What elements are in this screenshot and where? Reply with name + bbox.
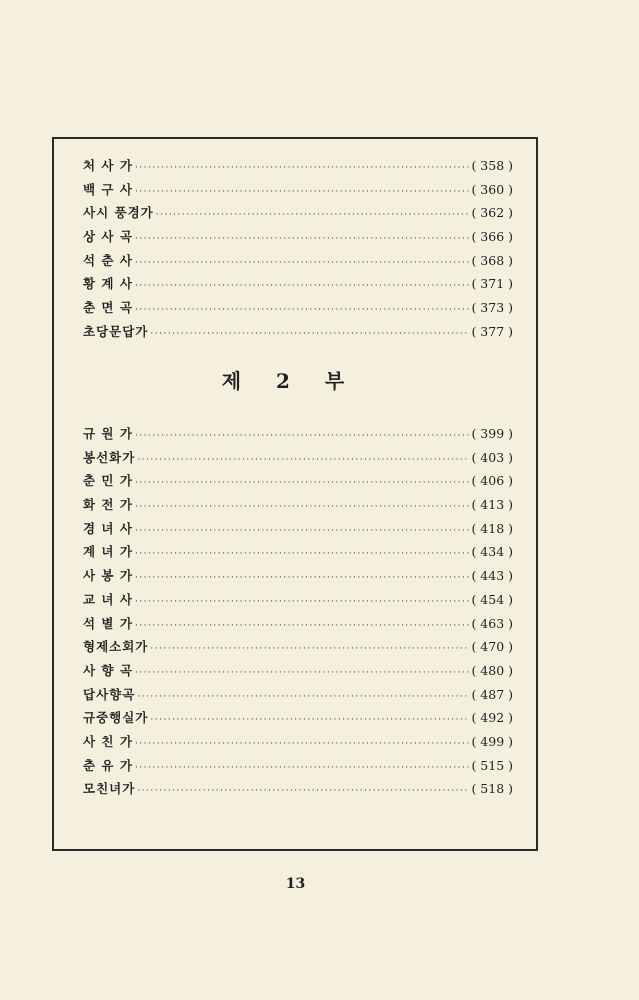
- toc-entry: [83, 225, 513, 249]
- entry-page-number: ( 362 ): [471, 205, 513, 221]
- toc-entry: [83, 249, 513, 273]
- entry-page-number: ( 358 ): [471, 158, 513, 173]
- entry-page-number: ( 360 ): [471, 181, 513, 197]
- toc-entry: [83, 635, 513, 659]
- dot-leader: [135, 543, 470, 567]
- entry-title: 초당문답가: [83, 323, 149, 339]
- part-heading: 제 2 부: [221, 369, 359, 393]
- toc-entry: [83, 272, 513, 296]
- entry-page-number: ( 413 ): [471, 497, 513, 513]
- entry-title: 춘 유 가: [83, 757, 133, 773]
- entry-title: 규 원 가: [83, 426, 133, 441]
- entry-page-number: ( 371 ): [471, 276, 513, 292]
- dot-leader: [135, 520, 470, 544]
- entry-page-number: ( 463 ): [471, 615, 513, 631]
- dot-leader: [137, 780, 469, 804]
- dot-leader: [135, 228, 470, 252]
- entry-title: 처 사 가: [83, 158, 133, 173]
- dot-leader: [135, 472, 470, 496]
- toc-entry: [83, 683, 513, 707]
- entry-page-number: ( 443 ): [471, 568, 513, 584]
- entry-title: 교 녀 사: [83, 591, 133, 607]
- dot-leader: [137, 449, 469, 473]
- entry-title: 춘 면 곡: [83, 300, 133, 316]
- toc-entry: [83, 422, 513, 446]
- entry-title: 사시 풍경가: [83, 205, 154, 221]
- entry-page-number: ( 480 ): [471, 662, 513, 678]
- toc-entry: [83, 540, 513, 564]
- entry-title: 석 춘 사: [83, 252, 133, 268]
- dot-leader: [135, 496, 470, 520]
- dot-leader: [135, 299, 470, 323]
- dot-leader: [135, 252, 470, 276]
- toc-entry: [83, 320, 513, 344]
- entry-page-number: ( 368 ): [471, 252, 513, 268]
- toc-entry: [83, 777, 513, 801]
- toc-entry: [83, 754, 513, 778]
- entry-title: 춘 민 가: [83, 473, 133, 489]
- toc-entry: [83, 612, 513, 636]
- toc-entry: [83, 446, 513, 470]
- toc-entry: [83, 517, 513, 541]
- dot-leader: [135, 157, 470, 181]
- dot-leader: [135, 733, 470, 757]
- entry-page-number: ( 377 ): [471, 323, 513, 339]
- entry-page-number: ( 434 ): [471, 544, 513, 560]
- dot-leader: [135, 757, 470, 781]
- entry-page-number: ( 366 ): [471, 229, 513, 245]
- entry-title: 모친녀가: [83, 781, 136, 797]
- dot-leader: [150, 638, 469, 662]
- page-number: 13: [285, 876, 306, 892]
- toc-entry: [83, 730, 513, 754]
- toc-entry: [83, 201, 513, 225]
- dot-leader: [135, 615, 470, 639]
- entry-title: 형제소회가: [83, 639, 149, 655]
- toc-entry: [83, 469, 513, 493]
- entry-page-number: ( 515 ): [471, 757, 513, 773]
- entry-title: 봉선화가: [83, 449, 136, 465]
- entry-title: 황 계 사: [83, 276, 133, 292]
- entry-title: 백 구 사: [83, 181, 133, 197]
- entry-page-number: ( 487 ): [471, 686, 513, 702]
- entry-title: 사 봉 가: [83, 568, 133, 584]
- entry-page-number: ( 418 ): [471, 520, 513, 536]
- entry-title: 규중행실가: [83, 710, 149, 726]
- dot-leader: [135, 591, 470, 615]
- dot-leader: [135, 181, 470, 205]
- toc-entry: [83, 154, 513, 178]
- entry-page-number: ( 499 ): [471, 733, 513, 749]
- toc-entry: [83, 493, 513, 517]
- entry-title: 답사향곡: [83, 686, 136, 702]
- entry-title: 석 별 가: [83, 615, 133, 631]
- entry-title: 상 사 곡: [83, 229, 133, 245]
- entry-page-number: ( 470 ): [471, 639, 513, 655]
- dot-leader: [135, 567, 470, 591]
- toc-entry: [83, 178, 513, 202]
- toc-part1-list: [83, 154, 513, 344]
- dot-leader: [135, 425, 470, 449]
- dot-leader: [137, 686, 469, 710]
- dot-leader: [135, 662, 470, 686]
- toc-entry: [83, 588, 513, 612]
- dot-leader: [135, 275, 470, 299]
- entry-page-number: ( 492 ): [471, 710, 513, 726]
- toc-entry: [83, 564, 513, 588]
- entry-page-number: ( 399 ): [471, 426, 513, 441]
- entry-title: 화 전 가: [83, 497, 133, 513]
- entry-title: 경 녀 사: [83, 520, 133, 536]
- toc-part2-list: [83, 422, 513, 801]
- entry-page-number: ( 403 ): [471, 449, 513, 465]
- entry-page-number: ( 454 ): [471, 591, 513, 607]
- dot-leader: [150, 323, 469, 347]
- entry-page-number: ( 518 ): [471, 781, 513, 797]
- dot-leader: [150, 709, 469, 733]
- entry-title: 사 친 가: [83, 733, 133, 749]
- dot-leader: [156, 204, 470, 228]
- entry-page-number: ( 406 ): [471, 473, 513, 489]
- entry-title: 사 향 곡: [83, 662, 133, 678]
- entry-title: 계 녀 가: [83, 544, 133, 560]
- entry-page-number: ( 373 ): [471, 300, 513, 316]
- toc-entry: [83, 659, 513, 683]
- toc-entry: [83, 706, 513, 730]
- toc-entry: [83, 296, 513, 320]
